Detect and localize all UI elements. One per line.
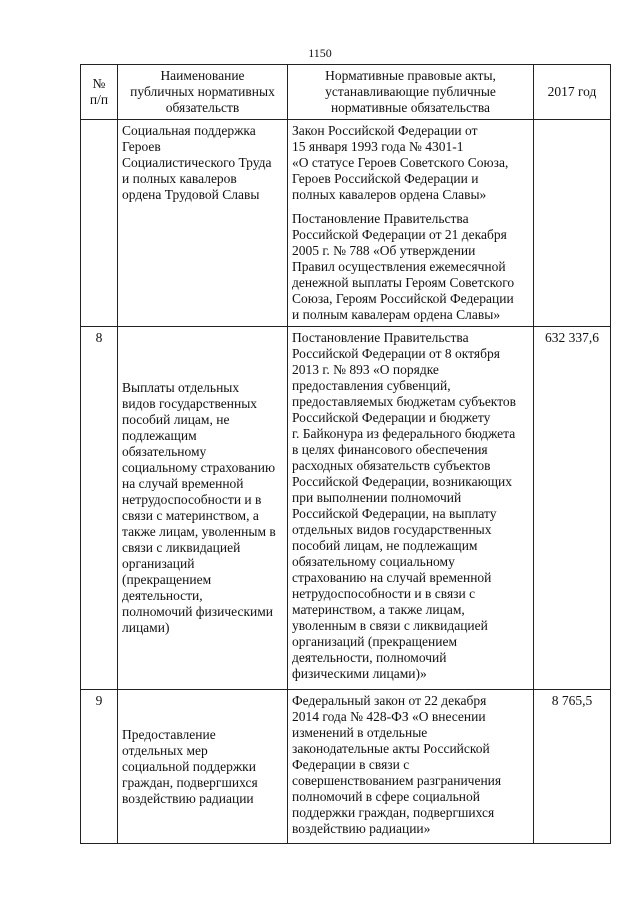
row-num [81,120,118,327]
row-amount-2017 [534,120,611,327]
row-obligation-name: Выплаты отдельных видов государственных пособий лицам, не подлежащим обязательному социальному страхованию на случай временной нетрудоспособности и в связи с материнством, а также лицам, уволенным в связи с ликвидацией организаций (прекращением деятельности, полномочий физическими лицами) [118,327,288,690]
legal-act: Федеральный закон от 22 декабря 2014 года № 428-ФЗ «О внесении изменений в отдельные законодательные акты Российской Федерации в связи с совершенствованием разграничения полномочий в сфере социальной поддержки граждан, подвергшихся воздействию радиации» [292,693,502,836]
legal-act: Постановление Правительства Российской Федерации от 21 декабря 2005 г. № 788 «Об утверждении Правил осуществления ежемесячной денежной выплаты Героям Советского Союза, Героям Российской Федерации и полным кавалерам ордена Славы» [292,211,515,322]
row-obligation-name: Предоставление отдельных мер социальной поддержки граждан, подвергшихся воздействию радиации [118,690,288,844]
row-num: 8 [81,327,118,690]
obligations-table [80,64,611,844]
header-year: 2017 год [534,65,611,120]
header-name: Наименование публичных нормативных обязательств [118,65,288,120]
legal-act: Постановление Правительства Российской Федерации от 8 октября 2013 г. № 893 «О порядке предоставления субвенций, предоставляемых бюджетам субъектов Российской Федерации и бюджету г. Байконура из федерального бюджета в целях финансового обеспечения расходных обязательств субъектов Российской Федерации, возникающих при выполнении полномочий Российской Федерации, на выплату отдельных видов государственных пособий лицам, не подлежащим обязательному социальному страхованию на случай временной нетрудоспособности и в связи с материнством, а также лицам, уволенным в связи с ликвидацией организаций (прекращением деятельности, полномочий физическими лицами)» [292,330,517,681]
table-row [81,120,611,327]
table-header-row [81,65,611,120]
row-amount-2017: 8 765,5 [534,690,611,844]
row-num: 9 [81,690,118,844]
row-legal-acts [288,120,534,327]
row-obligation-name: Социальная поддержка Героев Социалистического Труда и полных кавалеров ордена Трудовой Славы [118,120,288,327]
row-legal-acts [288,690,534,844]
table-row [81,690,611,844]
row-legal-acts [288,327,534,690]
row-amount-2017: 632 337,6 [534,327,611,690]
legal-act: Закон Российской Федерации от 15 января 1993 года № 4301-1 «О статусе Героев Советского Союза, Героев Российской Федерации и полных кавалеров ордена Славы» [292,123,509,202]
page-number: 1150 [308,46,332,60]
header-acts: Нормативные правовые акты, устанавливающие публичные нормативные обязательства [288,65,534,120]
table-row [81,327,611,690]
header-num: № п/п [81,65,118,120]
